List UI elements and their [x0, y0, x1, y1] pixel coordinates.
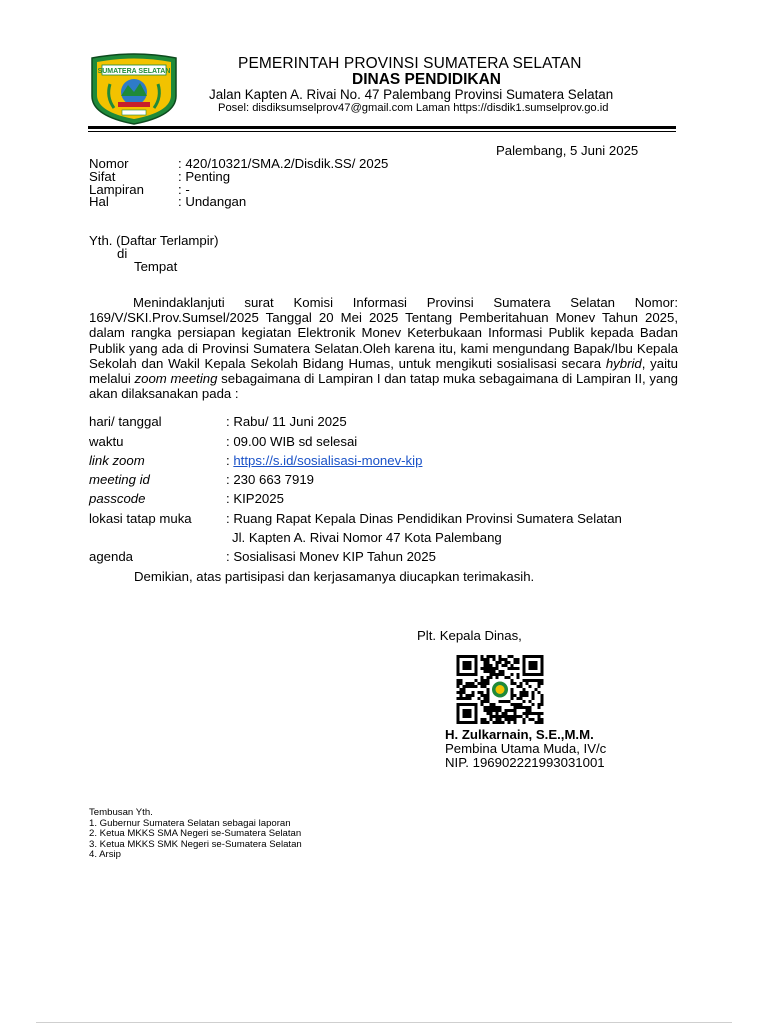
letterhead-rule-thin: [88, 131, 676, 132]
detail-colon: :: [226, 453, 234, 468]
tembusan-item: 2. Ketua MKKS SMA Negeri se-Sumatera Selatan: [89, 828, 302, 839]
detail-label-passcode: passcode: [89, 491, 146, 506]
detail-label-zoom-link: link zoom: [89, 453, 145, 468]
svg-text:SUMATERA SELATAN: SUMATERA SELATAN: [97, 68, 171, 75]
tembusan-item: 4. Arsip: [89, 849, 121, 860]
signatory-rank: Pembina Utama Muda, IV/c: [445, 741, 607, 756]
detail-label-meeting-id: meeting id: [89, 472, 150, 487]
body-hybrid: hybrid: [605, 355, 642, 371]
meta-value-hal: : Undangan: [178, 194, 247, 209]
letter-date: Palembang, 5 Juni 2025: [496, 143, 639, 158]
meta-value-nomor: : 420/10321/SMA.2/Disdik.SS/ 2025: [178, 156, 389, 171]
closing-sentence: Demikian, atas partisipasi dan kerjasamanya diucapkan terimakasih.: [134, 569, 535, 584]
body-zoom-meeting: zoom meeting: [134, 371, 218, 387]
detail-label-agenda: agenda: [89, 549, 134, 564]
detail-label-date: hari/ tanggal: [89, 414, 162, 429]
detail-value-zoom-link: [226, 453, 422, 468]
qr-code-signature: [456, 654, 544, 725]
detail-label-time: waktu: [89, 434, 124, 449]
detail-value-location: : Ruang Rapat Kepala Dinas Pendidikan Provinsi Sumatera Selatan: [226, 511, 622, 526]
letterhead-government: PEMERINTAH PROVINSI SUMATERA SELATAN: [238, 55, 582, 72]
recipient-di: di: [117, 246, 128, 261]
detail-value-agenda: : Sosialisasi Monev KIP Tahun 2025: [226, 549, 436, 564]
detail-label-location: lokasi tatap muka: [89, 511, 192, 526]
body-text-2: , yaitu melalui: [89, 355, 678, 387]
tembusan-item: 1. Gubernur Sumatera Selatan sebagai laporan: [89, 818, 291, 829]
province-logo: [88, 52, 180, 126]
meta-label-nomor: Nomor: [89, 156, 129, 171]
detail-value-date: : Rabu/ 11 Juni 2025: [226, 414, 347, 429]
letterhead-agency: DINAS PENDIDIKAN: [352, 71, 501, 88]
meta-label-sifat: Sifat: [89, 169, 116, 184]
detail-value-time: : 09.00 WIB sd selesai: [226, 434, 358, 449]
tembusan-item: 3. Ketua MKKS SMK Negeri se-Sumatera Selatan: [89, 839, 302, 850]
signatory-name: H. Zulkarnain, S.E.,M.M.: [445, 727, 594, 742]
page-bottom-edge: [36, 1022, 732, 1023]
meta-label-lampiran: Lampiran: [89, 182, 144, 197]
signature-title: Plt. Kepala Dinas,: [417, 628, 522, 643]
meta-value-lampiran: : -: [178, 182, 190, 197]
tembusan-heading: Tembusan Yth.: [89, 807, 153, 818]
meta-value-sifat: : Penting: [178, 169, 231, 184]
body-paragraph: [89, 295, 678, 401]
recipient-tempat: Tempat: [134, 259, 178, 274]
letterhead-rule-thick: [88, 126, 676, 129]
detail-value-meeting-id: : 230 663 7919: [226, 472, 314, 487]
detail-value-location-address: Jl. Kapten A. Rivai Nomor 47 Kota Palembang: [232, 530, 502, 545]
letterhead-address: Jalan Kapten A. Rivai No. 47 Palembang Provinsi Sumatera Selatan: [209, 87, 614, 102]
detail-value-passcode: : KIP2025: [226, 491, 284, 506]
letterhead-contact: Posel: disdiksumselprov47@gmail.com Laman https://disdik1.sumselprov.go.id: [218, 102, 609, 114]
body-text-1: Menindaklanjuti surat Komisi Informasi Provinsi Sumatera Selatan Nomor: 169/V/SKI.Prov.Sumsel/2025 Tanggal 20 Mei 2025 Tentang Pemberitahuan Monev Tahun 2025, dalam rangka persiapan kegiatan Elektronik Monev Keterbukaan Informasi Publik kepada Badan Publik yang ada di Provinsi Sumatera Selatan.Oleh karena itu, kami mengundang Bapak/Ibu Kepala Sekolah dan Wakil Kepala Sekolah Bidang Humas, untuk mengikuti sosialisasi secara: [89, 295, 678, 371]
meta-label-hal: Hal: [89, 194, 109, 209]
zoom-link[interactable]: https://s.id/sosialisasi-monev-kip: [233, 453, 423, 468]
recipient-yth: Yth. (Daftar Terlampir): [89, 233, 219, 248]
signatory-nip: NIP. 196902221993031001: [445, 755, 605, 770]
body-text-3: sebagaimana di Lampiran I dan tatap muka sebagaimana di Lampiran II, yang akan dilaksanakan pada :: [89, 371, 678, 402]
